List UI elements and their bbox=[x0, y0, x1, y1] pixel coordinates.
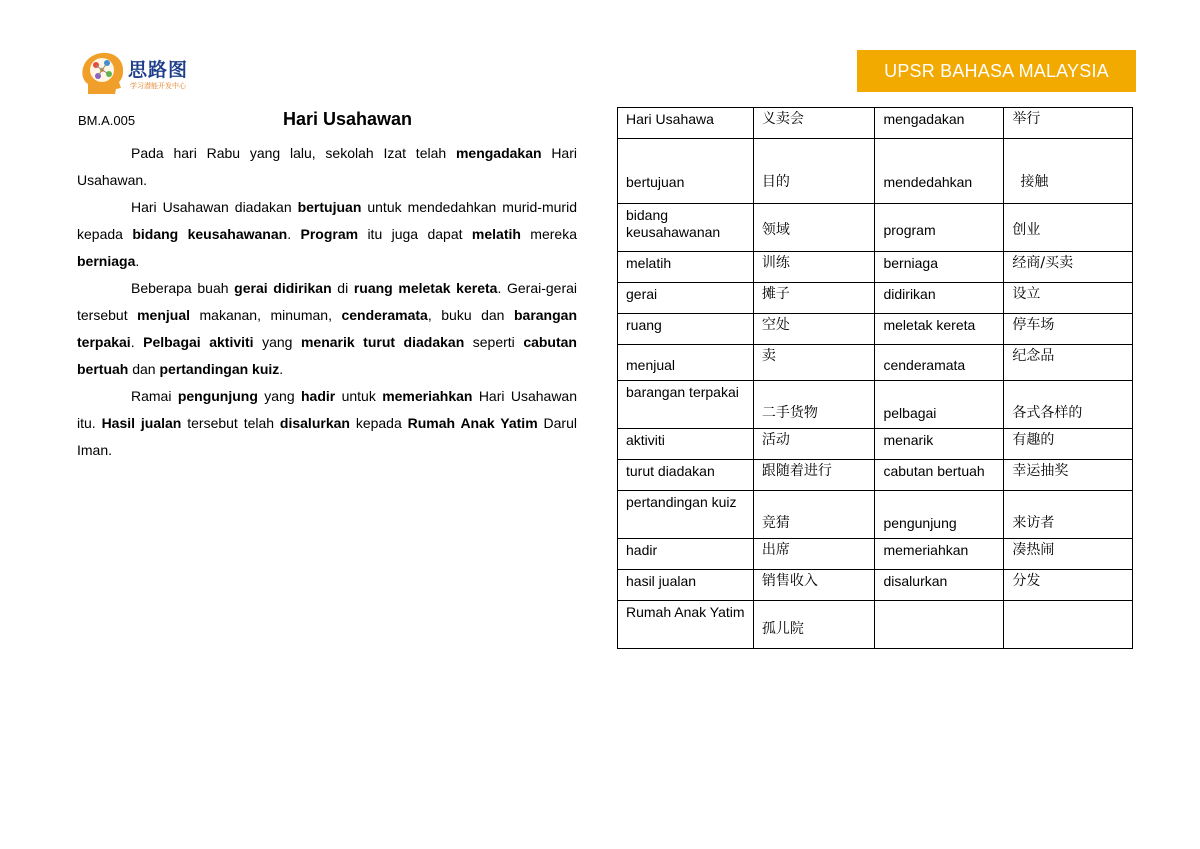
keyword: barangan terpakai bbox=[77, 307, 577, 350]
text-run: Pada hari Rabu yang lalu, sekolah Izat telah bbox=[131, 145, 456, 161]
chinese-translation: 摊子 bbox=[753, 283, 875, 314]
reading-passage bbox=[77, 140, 577, 464]
text-run: dan bbox=[128, 361, 160, 377]
keyword: Pelbagai aktiviti bbox=[143, 334, 254, 350]
text-run: yang bbox=[253, 334, 301, 350]
malay-term: menjual bbox=[618, 345, 754, 381]
text-run: yang bbox=[257, 388, 301, 404]
chinese-translation: 幸运抽奖 bbox=[1004, 460, 1133, 491]
chinese-translation: 分发 bbox=[1004, 570, 1133, 601]
table-row bbox=[618, 108, 1133, 139]
text-run: itu juga dapat bbox=[358, 226, 472, 242]
chinese-translation: 孤儿院 bbox=[753, 601, 875, 649]
malay-term: pelbagai bbox=[875, 381, 1004, 429]
table-row bbox=[618, 539, 1133, 570]
chinese-translation: 设立 bbox=[1004, 283, 1133, 314]
keyword: memeriahkan bbox=[382, 388, 473, 404]
chinese-translation: 停车场 bbox=[1004, 314, 1133, 345]
malay-term: pengunjung bbox=[875, 491, 1004, 539]
malay-term: bertujuan bbox=[618, 139, 754, 204]
keyword: melatih bbox=[471, 226, 521, 242]
malay-term: bidang keusahawanan bbox=[618, 204, 754, 252]
chinese-translation: 各式各样的 bbox=[1004, 381, 1133, 429]
chinese-translation: 卖 bbox=[753, 345, 875, 381]
text-run: Hari Usahawan diadakan bbox=[131, 199, 298, 215]
table-row bbox=[618, 345, 1133, 381]
text-run: Darul Iman. bbox=[77, 415, 577, 458]
malay-term: hasil jualan bbox=[618, 570, 754, 601]
text-run: Beberapa buah bbox=[131, 280, 235, 296]
chinese-translation: 义卖会 bbox=[753, 108, 875, 139]
malay-term: pertandingan kuiz bbox=[618, 491, 754, 539]
keyword: Hasil jualan bbox=[101, 415, 182, 431]
malay-term: meletak kereta bbox=[875, 314, 1004, 345]
table-row bbox=[618, 283, 1133, 314]
malay-term: Hari Usahawa bbox=[618, 108, 754, 139]
document-title: Hari Usahawan bbox=[283, 109, 413, 129]
table-row bbox=[618, 139, 1133, 204]
head-silhouette-icon bbox=[78, 50, 126, 98]
keyword: Program bbox=[300, 226, 359, 242]
chinese-translation: 举行 bbox=[1004, 108, 1133, 139]
keyword: disalurkan bbox=[279, 415, 350, 431]
keyword: pertandingan kuiz bbox=[159, 361, 280, 377]
chinese-translation: 有趣的 bbox=[1004, 429, 1133, 460]
chinese-translation: 竞猜 bbox=[753, 491, 875, 539]
chinese-translation: 领域 bbox=[753, 204, 875, 252]
chinese-translation: 目的 bbox=[753, 139, 875, 204]
chinese-translation: 空处 bbox=[753, 314, 875, 345]
paragraph-1 bbox=[77, 140, 577, 194]
paragraph-4 bbox=[77, 383, 577, 464]
text-run: mereka bbox=[520, 226, 577, 242]
brand-logo bbox=[78, 50, 202, 100]
malay-term: melatih bbox=[618, 252, 754, 283]
chinese-translation: 出席 bbox=[753, 539, 875, 570]
text-run: . bbox=[287, 226, 301, 242]
malay-term: mendedahkan bbox=[875, 139, 1004, 204]
keyword: mengadakan bbox=[455, 145, 542, 161]
text-run: . Gerai-gerai tersebut bbox=[77, 280, 578, 323]
subject-banner: UPSR BAHASA MALAYSIA bbox=[857, 50, 1136, 92]
keyword: menjual bbox=[137, 307, 190, 323]
text-run: kepada bbox=[349, 415, 408, 431]
chinese-translation bbox=[1004, 601, 1133, 649]
malay-term: program bbox=[875, 204, 1004, 252]
malay-term: berniaga bbox=[875, 252, 1004, 283]
table-row bbox=[618, 460, 1133, 491]
chinese-translation: 活动 bbox=[753, 429, 875, 460]
keyword: cenderamata bbox=[341, 307, 428, 323]
malay-term: aktiviti bbox=[618, 429, 754, 460]
table-row bbox=[618, 204, 1133, 252]
vocabulary-table bbox=[617, 107, 1133, 649]
keyword: pengunjung bbox=[177, 388, 258, 404]
paragraph-3 bbox=[77, 275, 577, 383]
table-row bbox=[618, 570, 1133, 601]
malay-term bbox=[875, 601, 1004, 649]
keyword: cabutan bertuah bbox=[77, 334, 577, 377]
chinese-translation: 训练 bbox=[753, 252, 875, 283]
table-row bbox=[618, 491, 1133, 539]
chinese-translation: 经商/买卖 bbox=[1004, 252, 1133, 283]
table-row bbox=[618, 314, 1133, 345]
malay-term: menarik bbox=[875, 429, 1004, 460]
malay-term: mengadakan bbox=[875, 108, 1004, 139]
chinese-translation: 销售收入 bbox=[753, 570, 875, 601]
text-run: seperti bbox=[464, 334, 524, 350]
chinese-translation: 来访者 bbox=[1004, 491, 1133, 539]
chinese-translation: 创业 bbox=[1004, 204, 1133, 252]
malay-term: didirikan bbox=[875, 283, 1004, 314]
text-run: . bbox=[135, 253, 140, 269]
malay-term: ruang bbox=[618, 314, 754, 345]
keyword: gerai didirikan bbox=[234, 280, 332, 296]
chinese-translation: 跟随着进行 bbox=[753, 460, 875, 491]
text-run: di bbox=[331, 280, 354, 296]
text-run: untuk mendedahkan murid-murid kepada bbox=[77, 199, 577, 242]
table-row bbox=[618, 601, 1133, 649]
table-row bbox=[618, 429, 1133, 460]
paragraph-2 bbox=[77, 194, 577, 275]
text-run: makanan, minuman, bbox=[190, 307, 342, 323]
document-code: BM.A.005 bbox=[78, 113, 136, 128]
malay-term: barangan terpakai bbox=[618, 381, 754, 429]
keyword: hadir bbox=[300, 388, 336, 404]
malay-term: hadir bbox=[618, 539, 754, 570]
keyword: ruang meletak kereta bbox=[353, 280, 498, 296]
text-run: tersebut telah bbox=[181, 415, 280, 431]
chinese-translation: 接触 bbox=[1004, 139, 1133, 204]
keyword: berniaga bbox=[77, 253, 136, 269]
text-run: Ramai bbox=[131, 388, 178, 404]
text-run: untuk bbox=[335, 388, 383, 404]
malay-term: Rumah Anak Yatim bbox=[618, 601, 754, 649]
table-row bbox=[618, 381, 1133, 429]
chinese-translation: 凑热闹 bbox=[1004, 539, 1133, 570]
text-run: Hari Usahawan. bbox=[77, 145, 577, 188]
malay-term: turut diadakan bbox=[618, 460, 754, 491]
malay-term: memeriahkan bbox=[875, 539, 1004, 570]
logo-wordmark: 思路图 bbox=[128, 59, 189, 81]
malay-term: gerai bbox=[618, 283, 754, 314]
chinese-translation: 二手货物 bbox=[753, 381, 875, 429]
malay-term: cabutan bertuah bbox=[875, 460, 1004, 491]
malay-term: cenderamata bbox=[875, 345, 1004, 381]
text-run: . bbox=[279, 361, 284, 377]
table-row bbox=[618, 252, 1133, 283]
keyword: bidang keusahawanan bbox=[132, 226, 288, 242]
malay-term: disalurkan bbox=[875, 570, 1004, 601]
keyword: bertujuan bbox=[297, 199, 362, 215]
text-run: . bbox=[130, 334, 144, 350]
chinese-translation: 纪念品 bbox=[1004, 345, 1133, 381]
logo-subtitle: 学习潜能开发中心 bbox=[130, 82, 186, 90]
text-run: , buku dan bbox=[427, 307, 514, 323]
text-run: Hari Usahawan itu. bbox=[77, 388, 577, 431]
keyword: Rumah Anak Yatim bbox=[407, 415, 538, 431]
keyword: menarik turut diadakan bbox=[300, 334, 465, 350]
